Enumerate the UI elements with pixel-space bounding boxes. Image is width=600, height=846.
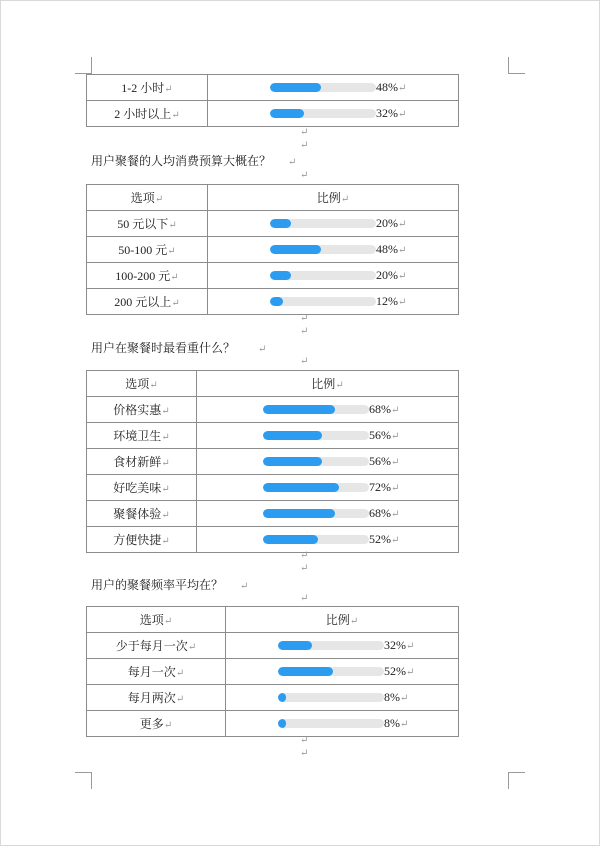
- table-row: [87, 423, 459, 449]
- paragraph-mark: ↵: [168, 220, 177, 231]
- table-header-row: [87, 607, 459, 633]
- percentage-value: [369, 480, 399, 495]
- table-row: [87, 527, 459, 553]
- progress-bar-fill: [278, 667, 333, 676]
- percentage-value: [369, 506, 399, 521]
- ratio-cell: [208, 289, 459, 315]
- paragraph-mark: ↵: [398, 271, 407, 282]
- table-row: [87, 449, 459, 475]
- progress-bar: [270, 271, 376, 280]
- paragraph-mark: ↵: [300, 563, 309, 574]
- paragraph-mark: ↵: [391, 431, 400, 442]
- question-text: 用户在聚餐时最看重什么？: [91, 341, 236, 355]
- progress-bar-fill: [263, 509, 335, 518]
- paragraph-mark: ↵: [300, 127, 309, 138]
- progress-bar-fill: [263, 483, 339, 492]
- paragraph-mark: ↵: [335, 380, 344, 391]
- percentage-value: [376, 216, 406, 231]
- paragraph-mark: ↵: [171, 298, 180, 309]
- percentage-value: [384, 716, 408, 731]
- percentage-value: [376, 80, 406, 95]
- paragraph-mark: ↵: [398, 245, 407, 256]
- header-option-cell: [87, 607, 226, 633]
- paragraph-mark: ↵: [258, 344, 267, 355]
- paragraph-mark: ↵: [300, 356, 309, 367]
- paragraph-mark: ↵: [161, 406, 170, 417]
- paragraph-mark: ↵: [161, 458, 170, 469]
- header-ratio-label: 比例: [316, 191, 341, 205]
- progress-bar: [278, 667, 384, 676]
- ratio-cell: [208, 237, 459, 263]
- progress-bar: [278, 719, 384, 728]
- option-label: 2 小时以上: [114, 107, 172, 121]
- header-option-label: 选项: [125, 377, 150, 391]
- paragraph-mark: ↵: [340, 194, 350, 205]
- progress-bar-fill: [270, 219, 291, 228]
- percentage-text: 32%: [384, 638, 406, 652]
- paragraph-mark: ↵: [161, 510, 170, 521]
- paragraph-mark: ↵: [300, 748, 309, 759]
- progress-bar: [263, 405, 369, 414]
- paragraph-mark: ↵: [398, 297, 407, 308]
- percentage-text: 12%: [376, 294, 398, 308]
- progress-bar: [263, 535, 369, 544]
- question-text: 用户的聚餐频率平均在？: [91, 578, 224, 592]
- table-header-row: [87, 371, 459, 397]
- percentage-text: 52%: [384, 664, 406, 678]
- header-ratio-cell: [208, 185, 459, 211]
- paragraph-mark: ↵: [163, 616, 173, 627]
- percentage-value: [369, 454, 399, 469]
- ratio-cell: [208, 101, 459, 127]
- percentage-text: 8%: [384, 716, 400, 730]
- ratio-cell: [197, 449, 459, 475]
- table-row: [87, 211, 459, 237]
- crop-mark-top-left: [75, 57, 92, 74]
- option-label: 环境卫生: [113, 429, 162, 443]
- percentage-value: [376, 106, 406, 121]
- progress-bar-fill: [270, 297, 283, 306]
- ratio-cell: [197, 475, 459, 501]
- progress-bar-fill: [263, 431, 322, 440]
- percentage-value: [376, 242, 406, 257]
- option-label: 每月两次: [127, 691, 176, 705]
- option-cell: [87, 289, 208, 315]
- progress-bar: [270, 297, 376, 306]
- percentage-text: 48%: [376, 242, 398, 256]
- percentage-value: [369, 532, 399, 547]
- percentage-value: [384, 638, 414, 653]
- option-label: 少于每月一次: [115, 639, 188, 653]
- header-ratio-cell: [226, 607, 459, 633]
- paragraph-mark: ↵: [300, 140, 309, 151]
- option-label: 价格实惠: [113, 403, 162, 417]
- percentage-text: 52%: [369, 532, 391, 546]
- paragraph-mark: ↵: [391, 483, 400, 494]
- paragraph-mark: ↵: [175, 668, 185, 679]
- option-label: 更多: [139, 717, 164, 731]
- percentage-text: 56%: [369, 454, 391, 468]
- paragraph-mark: ↵: [300, 550, 309, 561]
- paragraph-mark: ↵: [149, 380, 158, 391]
- progress-bar-fill: [270, 83, 321, 92]
- paragraph-mark: ↵: [187, 642, 197, 653]
- frequency-table: [86, 606, 459, 737]
- progress-bar-fill: [263, 405, 335, 414]
- paragraph-mark: ↵: [400, 719, 409, 730]
- crop-mark-bottom-right: [508, 772, 525, 789]
- table-row: [87, 263, 459, 289]
- option-cell: [87, 527, 197, 553]
- question-text: 用户聚餐的人均消费预算大概在？: [91, 154, 272, 168]
- percentage-text: 68%: [369, 506, 391, 520]
- progress-bar: [278, 693, 384, 702]
- progress-bar-fill: [278, 693, 286, 702]
- ratio-cell: [208, 211, 459, 237]
- progress-bar-fill: [270, 109, 304, 118]
- option-cell: [87, 711, 226, 737]
- crop-mark-bottom-left: [75, 772, 92, 789]
- ratio-cell: [208, 263, 459, 289]
- progress-bar: [270, 245, 376, 254]
- paragraph-mark: ↵: [288, 157, 297, 168]
- paragraph-mark: ↵: [154, 194, 164, 205]
- table-row: [87, 685, 459, 711]
- paragraph-mark: ↵: [164, 84, 173, 95]
- paragraph-mark: ↵: [240, 581, 249, 592]
- option-cell: [87, 501, 197, 527]
- header-ratio-label: 比例: [325, 613, 350, 627]
- header-option-label: 选项: [139, 613, 164, 627]
- header-option-cell: [87, 371, 197, 397]
- header-ratio-label: 比例: [311, 377, 336, 391]
- percentage-value: [376, 268, 406, 283]
- paragraph-mark: ↵: [300, 170, 309, 181]
- option-label: 每月一次: [127, 665, 176, 679]
- table-row: [87, 237, 459, 263]
- progress-bar-fill: [278, 719, 286, 728]
- option-label: 100-200 元: [115, 269, 171, 283]
- paragraph-mark: ↵: [300, 735, 309, 746]
- percentage-text: 56%: [369, 428, 391, 442]
- paragraph-mark: ↵: [406, 641, 415, 652]
- table-header-row: [87, 185, 459, 211]
- ratio-cell: [226, 659, 459, 685]
- option-cell: [87, 685, 226, 711]
- table-row: [87, 711, 459, 737]
- paragraph-mark: ↵: [391, 405, 400, 416]
- paragraph-mark: ↵: [398, 109, 407, 120]
- ratio-cell: [197, 501, 459, 527]
- percentage-value: [376, 294, 406, 309]
- progress-bar: [270, 83, 376, 92]
- paragraph-mark: ↵: [398, 83, 407, 94]
- paragraph-mark: ↵: [175, 694, 185, 705]
- ratio-cell: [226, 633, 459, 659]
- percentage-text: 68%: [369, 402, 391, 416]
- header-option-label: 选项: [130, 191, 155, 205]
- percentage-value: [369, 402, 399, 417]
- progress-bar: [263, 457, 369, 466]
- priority-table: [86, 370, 459, 553]
- crop-mark-top-right: [508, 57, 525, 74]
- percentage-value: [384, 690, 408, 705]
- ratio-cell: [197, 423, 459, 449]
- option-cell: [87, 237, 208, 263]
- percentage-value: [369, 428, 399, 443]
- paragraph-mark: ↵: [161, 536, 170, 547]
- ratio-cell: [226, 711, 459, 737]
- paragraph-mark: ↵: [300, 593, 309, 604]
- paragraph-mark: ↵: [171, 110, 180, 121]
- paragraph-mark: ↵: [170, 272, 179, 283]
- paragraph-mark: ↵: [391, 535, 400, 546]
- option-cell: [87, 659, 226, 685]
- paragraph-mark: ↵: [300, 326, 309, 337]
- table-row: [87, 101, 459, 127]
- option-cell: [87, 633, 226, 659]
- option-label: 50-100 元: [118, 243, 168, 257]
- percentage-text: 32%: [376, 106, 398, 120]
- option-cell: [87, 75, 208, 101]
- option-label: 200 元以上: [114, 295, 172, 309]
- paragraph-mark: ↵: [391, 457, 400, 468]
- paragraph-mark: ↵: [400, 693, 409, 704]
- paragraph-mark: ↵: [161, 484, 170, 495]
- progress-bar: [263, 509, 369, 518]
- option-cell: [87, 211, 208, 237]
- option-label: 好吃美味: [113, 481, 162, 495]
- paragraph-mark: ↵: [163, 720, 173, 731]
- ratio-cell: [208, 75, 459, 101]
- paragraph-mark: ↵: [406, 667, 415, 678]
- paragraph-mark: ↵: [349, 616, 359, 627]
- percentage-value: [384, 664, 414, 679]
- header-ratio-cell: [197, 371, 459, 397]
- percentage-text: 72%: [369, 480, 391, 494]
- option-cell: [87, 423, 197, 449]
- progress-bar-fill: [278, 641, 312, 650]
- paragraph-mark: ↵: [167, 246, 176, 257]
- option-cell: [87, 263, 208, 289]
- question-frequency: [91, 576, 248, 593]
- table-row: [87, 475, 459, 501]
- question-budget: [91, 152, 296, 169]
- option-label: 方便快捷: [113, 533, 162, 547]
- table-row: [87, 501, 459, 527]
- table-row: [87, 633, 459, 659]
- ratio-cell: [197, 397, 459, 423]
- budget-table: [86, 184, 459, 315]
- header-option-cell: [87, 185, 208, 211]
- paragraph-mark: ↵: [398, 219, 407, 230]
- option-label: 50 元以下: [117, 217, 169, 231]
- option-cell: [87, 475, 197, 501]
- table-row: [87, 289, 459, 315]
- table-row: [87, 397, 459, 423]
- table-row: [87, 75, 459, 101]
- paragraph-mark: ↵: [391, 509, 400, 520]
- option-cell: [87, 397, 197, 423]
- option-cell: [87, 449, 197, 475]
- question-priority: [91, 339, 266, 356]
- progress-bar: [270, 109, 376, 118]
- progress-bar: [278, 641, 384, 650]
- progress-bar-fill: [270, 271, 291, 280]
- percentage-text: 20%: [376, 268, 398, 282]
- percentage-text: 48%: [376, 80, 398, 94]
- percentage-text: 20%: [376, 216, 398, 230]
- progress-bar-fill: [263, 457, 322, 466]
- ratio-cell: [197, 527, 459, 553]
- option-label: 1-2 小时: [121, 81, 165, 95]
- progress-bar-fill: [263, 535, 318, 544]
- option-label: 聚餐体验: [113, 507, 162, 521]
- option-label: 食材新鲜: [113, 455, 162, 469]
- progress-bar: [263, 483, 369, 492]
- progress-bar-fill: [270, 245, 321, 254]
- option-cell: [87, 101, 208, 127]
- paragraph-mark: ↵: [161, 432, 170, 443]
- table-row: [87, 659, 459, 685]
- progress-bar: [270, 219, 376, 228]
- progress-bar: [263, 431, 369, 440]
- duration-table: [86, 74, 459, 127]
- ratio-cell: [226, 685, 459, 711]
- paragraph-mark: ↵: [300, 313, 309, 324]
- percentage-text: 8%: [384, 690, 400, 704]
